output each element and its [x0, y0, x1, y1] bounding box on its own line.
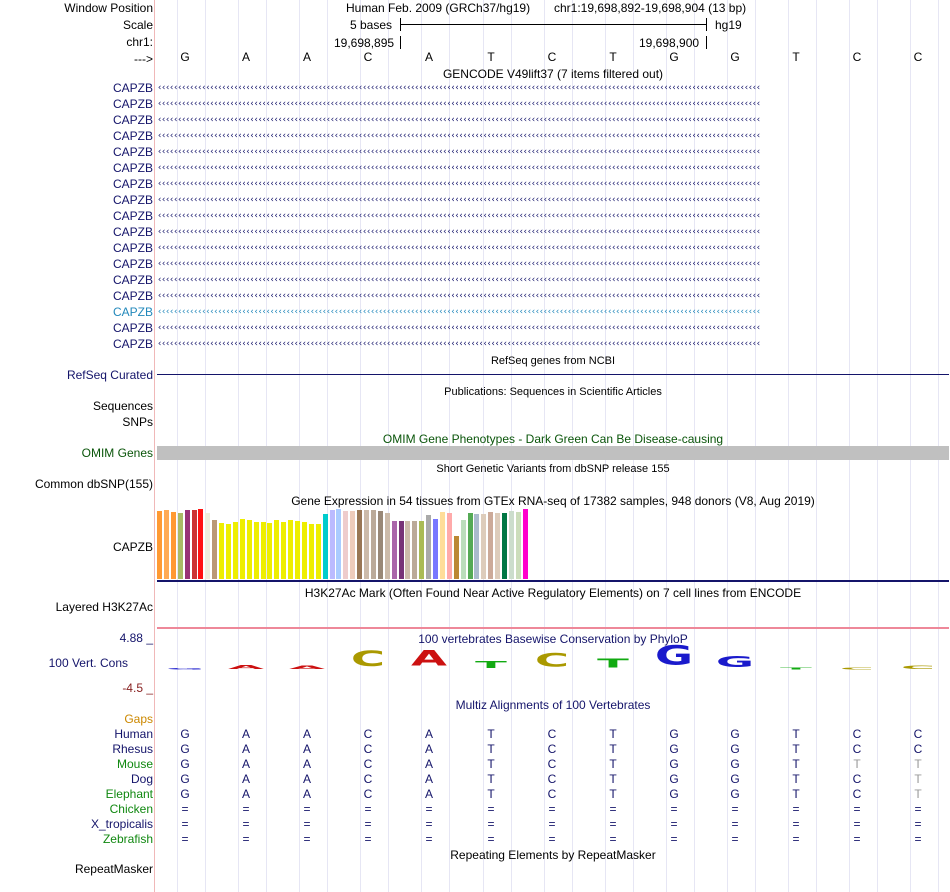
alignment-base[interactable]: =: [792, 802, 800, 816]
gtex-tissue-bar[interactable]: [309, 524, 314, 579]
alignment-base[interactable]: =: [303, 802, 311, 816]
alignment-base[interactable]: G: [180, 787, 190, 801]
gencode-transcript-label[interactable]: CAPZB: [112, 177, 153, 191]
sequence-base: T: [487, 50, 495, 64]
alignment-base[interactable]: A: [424, 742, 433, 756]
gtex-tissue-bar[interactable]: [157, 511, 162, 579]
alignment-base[interactable]: T: [914, 787, 922, 801]
alignment-base[interactable]: C: [852, 772, 862, 786]
gencode-transcript-label[interactable]: CAPZB: [112, 241, 153, 255]
sequence-base: C: [852, 50, 862, 64]
gtex-tissue-bar[interactable]: [405, 521, 410, 579]
sequence-base: A: [302, 50, 311, 64]
refseq-gene-line[interactable]: [157, 374, 949, 375]
gtex-tissue-bar[interactable]: [198, 509, 203, 579]
gencode-transcript-line[interactable]: ‹‹‹‹‹‹‹‹‹‹‹‹‹‹‹‹‹‹‹‹‹‹‹‹‹‹‹‹‹‹‹‹‹‹‹‹‹‹‹‹‹‹‹‹‹‹‹‹‹‹‹‹‹‹‹‹‹‹‹‹‹‹‹‹‹‹‹‹‹‹‹‹‹‹‹‹‹‹‹‹‹‹‹‹‹‹‹‹‹‹‹‹‹‹‹‹‹‹‹‹‹‹‹‹‹‹‹‹‹‹‹‹‹‹‹‹‹‹‹‹‹‹‹‹‹‹‹‹‹‹‹‹‹‹‹‹‹‹‹‹‹‹‹‹‹‹‹‹‹‹: [157, 227, 760, 237]
alignment-base[interactable]: A: [302, 787, 311, 801]
gtex-tissue-bar[interactable]: [281, 522, 286, 579]
gtex-tissue-bar[interactable]: [488, 512, 493, 579]
gtex-label[interactable]: CAPZB: [112, 540, 153, 554]
sequence-base: A: [241, 50, 250, 64]
coord-left: 19,698,895: [334, 36, 395, 50]
gtex-tissue-bar[interactable]: [481, 514, 486, 579]
conservation-label[interactable]: 100 Vert. Cons: [48, 656, 128, 670]
gtex-tissue-bar[interactable]: [302, 522, 307, 579]
sequence-base: T: [792, 50, 800, 64]
alignment-base[interactable]: G: [730, 742, 740, 756]
gencode-transcript-line[interactable]: ‹‹‹‹‹‹‹‹‹‹‹‹‹‹‹‹‹‹‹‹‹‹‹‹‹‹‹‹‹‹‹‹‹‹‹‹‹‹‹‹‹‹‹‹‹‹‹‹‹‹‹‹‹‹‹‹‹‹‹‹‹‹‹‹‹‹‹‹‹‹‹‹‹‹‹‹‹‹‹‹‹‹‹‹‹‹‹‹‹‹‹‹‹‹‹‹‹‹‹‹‹‹‹‹‹‹‹‹‹‹‹‹‹‹‹‹‹‹‹‹‹‹‹‹‹‹‹‹‹‹‹‹‹‹‹‹‹‹‹‹‹‹‹‹‹‹‹‹‹‹: [157, 195, 760, 205]
alignment-base[interactable]: C: [547, 727, 557, 741]
gtex-bar-chart[interactable]: [157, 509, 557, 579]
omim-feature[interactable]: [157, 446, 949, 460]
h3k27ac-track-title[interactable]: H3K27Ac Mark (Often Found Near Active Regulatory Elements) on 7 cell lines from ENCODE: [304, 586, 802, 600]
alignment-base[interactable]: =: [242, 817, 250, 831]
alignment-base[interactable]: T: [792, 757, 800, 771]
alignment-base[interactable]: T: [609, 787, 617, 801]
gtex-tissue-bar[interactable]: [336, 509, 341, 579]
sequence-base: C: [913, 50, 923, 64]
alignment-base[interactable]: T: [609, 772, 617, 786]
conservation-track-title[interactable]: 100 vertebrates Basewise Conservation by PhyloP: [418, 632, 688, 646]
species-label[interactable]: Mouse: [116, 757, 153, 771]
alignment-base[interactable]: =: [914, 802, 922, 816]
gencode-transcript-line[interactable]: ‹‹‹‹‹‹‹‹‹‹‹‹‹‹‹‹‹‹‹‹‹‹‹‹‹‹‹‹‹‹‹‹‹‹‹‹‹‹‹‹‹‹‹‹‹‹‹‹‹‹‹‹‹‹‹‹‹‹‹‹‹‹‹‹‹‹‹‹‹‹‹‹‹‹‹‹‹‹‹‹‹‹‹‹‹‹‹‹‹‹‹‹‹‹‹‹‹‹‹‹‹‹‹‹‹‹‹‹‹‹‹‹‹‹‹‹‹‹‹‹‹‹‹‹‹‹‹‹‹‹‹‹‹‹‹‹‹‹‹‹‹‹‹‹‹‹‹‹‹‹: [157, 99, 760, 109]
gtex-tissue-bar[interactable]: [288, 520, 293, 579]
alignment-base[interactable]: =: [853, 802, 861, 816]
gtex-gene-line[interactable]: [157, 580, 949, 582]
species-label[interactable]: X_tropicalis: [90, 817, 153, 831]
gencode-transcript-label[interactable]: CAPZB: [112, 257, 153, 271]
position-range: chr1:19,698,892-19,698,904 (13 bp): [554, 1, 747, 15]
gencode-transcript-line[interactable]: ‹‹‹‹‹‹‹‹‹‹‹‹‹‹‹‹‹‹‹‹‹‹‹‹‹‹‹‹‹‹‹‹‹‹‹‹‹‹‹‹‹‹‹‹‹‹‹‹‹‹‹‹‹‹‹‹‹‹‹‹‹‹‹‹‹‹‹‹‹‹‹‹‹‹‹‹‹‹‹‹‹‹‹‹‹‹‹‹‹‹‹‹‹‹‹‹‹‹‹‹‹‹‹‹‹‹‹‹‹‹‹‹‹‹‹‹‹‹‹‹‹‹‹‹‹‹‹‹‹‹‹‹‹‹‹‹‹‹‹‹‹‹‹‹‹‹‹‹‹‹: [157, 339, 760, 349]
alignment-base[interactable]: =: [487, 817, 495, 831]
alignment-base[interactable]: =: [853, 832, 861, 846]
gtex-tissue-bar[interactable]: [212, 520, 217, 580]
gencode-transcript-label[interactable]: CAPZB: [112, 129, 153, 143]
multiz-track-title[interactable]: Multiz Alignments of 100 Vertebrates: [455, 698, 651, 712]
refseq-track-title[interactable]: RefSeq genes from NCBI: [490, 355, 616, 367]
gtex-tissue-bar[interactable]: [385, 513, 390, 579]
gencode-transcript-label[interactable]: CAPZB: [112, 321, 153, 335]
alignment-base[interactable]: C: [363, 772, 373, 786]
alignment-base[interactable]: T: [914, 772, 922, 786]
alignment-base[interactable]: T: [487, 757, 495, 771]
sequence-base: G: [669, 50, 679, 64]
gencode-transcript-label[interactable]: CAPZB: [112, 289, 153, 303]
gaps-label[interactable]: Gaps: [124, 712, 153, 726]
alignment-base[interactable]: A: [424, 727, 433, 741]
alignment-base[interactable]: =: [364, 802, 372, 816]
omim-track-title[interactable]: OMIM Gene Phenotypes - Dark Green Can Be Disease-causing: [382, 432, 724, 446]
gtex-tissue-bar[interactable]: [419, 521, 424, 579]
gencode-transcript-line[interactable]: ‹‹‹‹‹‹‹‹‹‹‹‹‹‹‹‹‹‹‹‹‹‹‹‹‹‹‹‹‹‹‹‹‹‹‹‹‹‹‹‹‹‹‹‹‹‹‹‹‹‹‹‹‹‹‹‹‹‹‹‹‹‹‹‹‹‹‹‹‹‹‹‹‹‹‹‹‹‹‹‹‹‹‹‹‹‹‹‹‹‹‹‹‹‹‹‹‹‹‹‹‹‹‹‹‹‹‹‹‹‹‹‹‹‹‹‹‹‹‹‹‹‹‹‹‹‹‹‹‹‹‹‹‹‹‹‹‹‹‹‹‹‹‹‹‹‹‹‹‹‹: [157, 275, 760, 285]
alignment-base[interactable]: A: [241, 787, 250, 801]
alignment-base[interactable]: T: [487, 772, 495, 786]
gencode-transcript-label[interactable]: CAPZB: [112, 81, 153, 95]
gencode-transcript-label[interactable]: CAPZB: [112, 305, 153, 319]
alignment-base[interactable]: =: [242, 832, 250, 846]
gtex-tissue-bar[interactable]: [364, 510, 369, 579]
gencode-transcript-line[interactable]: ‹‹‹‹‹‹‹‹‹‹‹‹‹‹‹‹‹‹‹‹‹‹‹‹‹‹‹‹‹‹‹‹‹‹‹‹‹‹‹‹‹‹‹‹‹‹‹‹‹‹‹‹‹‹‹‹‹‹‹‹‹‹‹‹‹‹‹‹‹‹‹‹‹‹‹‹‹‹‹‹‹‹‹‹‹‹‹‹‹‹‹‹‹‹‹‹‹‹‹‹‹‹‹‹‹‹‹‹‹‹‹‹‹‹‹‹‹‹‹‹‹‹‹‹‹‹‹‹‹‹‹‹‹‹‹‹‹‹‹‹‹‹‹‹‹‹‹‹‹‹: [157, 291, 760, 301]
alignment-base[interactable]: =: [670, 832, 678, 846]
gencode-transcript-label[interactable]: CAPZB: [112, 113, 153, 127]
h3k27ac-signal-line[interactable]: [157, 627, 949, 629]
alignment-base[interactable]: T: [609, 727, 617, 741]
gtex-tissue-bar[interactable]: [474, 514, 479, 579]
sequences-label[interactable]: Sequences: [92, 399, 153, 413]
refseq-label[interactable]: RefSeq Curated: [66, 368, 153, 382]
publications-track-title[interactable]: Publications: Sequences in Scientific Articles: [444, 386, 662, 398]
gtex-tissue-bar[interactable]: [295, 521, 300, 579]
gtex-tissue-bar[interactable]: [502, 513, 507, 579]
alignment-base[interactable]: C: [547, 787, 557, 801]
gtex-tissue-bar[interactable]: [226, 524, 231, 579]
gencode-transcript-line[interactable]: ‹‹‹‹‹‹‹‹‹‹‹‹‹‹‹‹‹‹‹‹‹‹‹‹‹‹‹‹‹‹‹‹‹‹‹‹‹‹‹‹‹‹‹‹‹‹‹‹‹‹‹‹‹‹‹‹‹‹‹‹‹‹‹‹‹‹‹‹‹‹‹‹‹‹‹‹‹‹‹‹‹‹‹‹‹‹‹‹‹‹‹‹‹‹‹‹‹‹‹‹‹‹‹‹‹‹‹‹‹‹‹‹‹‹‹‹‹‹‹‹‹‹‹‹‹‹‹‹‹‹‹‹‹‹‹‹‹‹‹‹‹‹‹‹‹‹‹‹‹‹: [157, 259, 760, 269]
alignment-base[interactable]: =: [425, 817, 433, 831]
alignment-base[interactable]: T: [487, 787, 495, 801]
gencode-transcript-label[interactable]: CAPZB: [112, 225, 153, 239]
gtex-tissue-bar[interactable]: [495, 513, 500, 580]
gencode-transcript-label[interactable]: CAPZB: [112, 273, 153, 287]
alignment-base[interactable]: =: [487, 832, 495, 846]
gencode-transcript-line[interactable]: ‹‹‹‹‹‹‹‹‹‹‹‹‹‹‹‹‹‹‹‹‹‹‹‹‹‹‹‹‹‹‹‹‹‹‹‹‹‹‹‹‹‹‹‹‹‹‹‹‹‹‹‹‹‹‹‹‹‹‹‹‹‹‹‹‹‹‹‹‹‹‹‹‹‹‹‹‹‹‹‹‹‹‹‹‹‹‹‹‹‹‹‹‹‹‹‹‹‹‹‹‹‹‹‹‹‹‹‹‹‹‹‹‹‹‹‹‹‹‹‹‹‹‹‹‹‹‹‹‹‹‹‹‹‹‹‹‹‹‹‹‹‹‹‹‹‹‹‹‹‹: [157, 163, 760, 173]
alignment-base[interactable]: C: [363, 727, 373, 741]
gencode-transcript-line[interactable]: ‹‹‹‹‹‹‹‹‹‹‹‹‹‹‹‹‹‹‹‹‹‹‹‹‹‹‹‹‹‹‹‹‹‹‹‹‹‹‹‹‹‹‹‹‹‹‹‹‹‹‹‹‹‹‹‹‹‹‹‹‹‹‹‹‹‹‹‹‹‹‹‹‹‹‹‹‹‹‹‹‹‹‹‹‹‹‹‹‹‹‹‹‹‹‹‹‹‹‹‹‹‹‹‹‹‹‹‹‹‹‹‹‹‹‹‹‹‹‹‹‹‹‹‹‹‹‹‹‹‹‹‹‹‹‹‹‹‹‹‹‹‹‹‹‹‹‹‹‹‹: [157, 179, 760, 189]
gencode-transcript-line[interactable]: ‹‹‹‹‹‹‹‹‹‹‹‹‹‹‹‹‹‹‹‹‹‹‹‹‹‹‹‹‹‹‹‹‹‹‹‹‹‹‹‹‹‹‹‹‹‹‹‹‹‹‹‹‹‹‹‹‹‹‹‹‹‹‹‹‹‹‹‹‹‹‹‹‹‹‹‹‹‹‹‹‹‹‹‹‹‹‹‹‹‹‹‹‹‹‹‹‹‹‹‹‹‹‹‹‹‹‹‹‹‹‹‹‹‹‹‹‹‹‹‹‹‹‹‹‹‹‹‹‹‹‹‹‹‹‹‹‹‹‹‹‹‹‹‹‹‹‹‹‹‹: [157, 147, 760, 157]
conservation-logo-letter[interactable]: T: [475, 659, 507, 671]
gencode-transcript-line[interactable]: ‹‹‹‹‹‹‹‹‹‹‹‹‹‹‹‹‹‹‹‹‹‹‹‹‹‹‹‹‹‹‹‹‹‹‹‹‹‹‹‹‹‹‹‹‹‹‹‹‹‹‹‹‹‹‹‹‹‹‹‹‹‹‹‹‹‹‹‹‹‹‹‹‹‹‹‹‹‹‹‹‹‹‹‹‹‹‹‹‹‹‹‹‹‹‹‹‹‹‹‹‹‹‹‹‹‹‹‹‹‹‹‹‹‹‹‹‹‹‹‹‹‹‹‹‹‹‹‹‹‹‹‹‹‹‹‹‹‹‹‹‹‹‹‹‹‹‹‹‹‹: [157, 243, 760, 253]
alignment-base[interactable]: T: [792, 742, 800, 756]
alignment-base[interactable]: =: [364, 817, 372, 831]
strand-label: --->: [134, 52, 153, 66]
gtex-tissue-bar[interactable]: [233, 522, 238, 579]
gtex-tissue-bar[interactable]: [523, 509, 528, 579]
alignment-base[interactable]: C: [547, 742, 557, 756]
conservation-logo-letter[interactable]: A: [289, 665, 325, 671]
alignment-base[interactable]: T: [609, 757, 617, 771]
conservation-logo-letter[interactable]: C: [350, 646, 386, 672]
gtex-tissue-bar[interactable]: [440, 512, 445, 579]
gtex-tissue-bar[interactable]: [171, 512, 176, 579]
alignment-base[interactable]: =: [487, 802, 495, 816]
alignment-base[interactable]: A: [241, 742, 250, 756]
alignment-base[interactable]: =: [731, 802, 739, 816]
h3k27ac-label[interactable]: Layered H3K27Ac: [55, 600, 153, 614]
alignment-base[interactable]: T: [487, 727, 495, 741]
repeatmasker-track-title[interactable]: Repeating Elements by RepeatMasker: [450, 848, 656, 862]
conservation-ymin: -4.5 _: [122, 681, 153, 695]
species-label[interactable]: Chicken: [109, 802, 153, 816]
alignment-base[interactable]: =: [914, 832, 922, 846]
gencode-transcript-line[interactable]: ‹‹‹‹‹‹‹‹‹‹‹‹‹‹‹‹‹‹‹‹‹‹‹‹‹‹‹‹‹‹‹‹‹‹‹‹‹‹‹‹‹‹‹‹‹‹‹‹‹‹‹‹‹‹‹‹‹‹‹‹‹‹‹‹‹‹‹‹‹‹‹‹‹‹‹‹‹‹‹‹‹‹‹‹‹‹‹‹‹‹‹‹‹‹‹‹‹‹‹‹‹‹‹‹‹‹‹‹‹‹‹‹‹‹‹‹‹‹‹‹‹‹‹‹‹‹‹‹‹‹‹‹‹‹‹‹‹‹‹‹‹‹‹‹‹‹‹‹‹‹: [157, 115, 760, 125]
alignment-base[interactable]: =: [181, 832, 189, 846]
alignment-base[interactable]: G: [180, 742, 190, 756]
repeatmasker-label[interactable]: RepeatMasker: [74, 862, 153, 876]
gtex-tissue-bar[interactable]: [516, 512, 521, 579]
gtex-tissue-bar[interactable]: [316, 524, 321, 579]
gtex-tissue-bar[interactable]: [392, 521, 397, 579]
gencode-transcript-label[interactable]: CAPZB: [112, 97, 153, 111]
alignment-base[interactable]: A: [302, 727, 311, 741]
gtex-tissue-bar[interactable]: [350, 511, 355, 579]
alignment-base[interactable]: =: [670, 802, 678, 816]
gencode-transcript-label[interactable]: CAPZB: [112, 145, 153, 159]
alignment-base[interactable]: =: [364, 832, 372, 846]
alignment-base[interactable]: C: [363, 742, 373, 756]
alignment-base[interactable]: =: [731, 817, 739, 831]
alignment-base[interactable]: T: [792, 727, 800, 741]
alignment-base[interactable]: T: [487, 742, 495, 756]
alignment-base[interactable]: =: [609, 832, 617, 846]
alignment-base[interactable]: A: [302, 757, 311, 771]
alignment-base[interactable]: G: [180, 772, 190, 786]
conservation-ymax: 4.88 _: [119, 631, 153, 645]
scale-label: Scale: [122, 18, 153, 32]
gencode-transcript-label[interactable]: CAPZB: [112, 209, 153, 223]
alignment-base[interactable]: C: [363, 787, 373, 801]
alignment-base[interactable]: G: [730, 787, 740, 801]
sequence-base: G: [730, 50, 740, 64]
gtex-tissue-bar[interactable]: [261, 522, 266, 579]
alignment-base[interactable]: G: [730, 727, 740, 741]
gtex-tissue-bar[interactable]: [205, 513, 210, 579]
alignment-base[interactable]: =: [548, 817, 556, 831]
alignment-base[interactable]: =: [303, 832, 311, 846]
alignment-base[interactable]: A: [302, 772, 311, 786]
alignment-base[interactable]: G: [180, 727, 190, 741]
gtex-tissue-bar[interactable]: [461, 520, 466, 579]
conservation-logo-letter[interactable]: C: [900, 665, 936, 671]
alignment-base[interactable]: C: [547, 757, 557, 771]
gtex-tissue-bar[interactable]: [509, 511, 514, 579]
dbsnp-label[interactable]: Common dbSNP(155): [34, 477, 153, 491]
snps-label[interactable]: SNPs: [122, 415, 153, 429]
chrom-label: chr1:: [126, 35, 153, 49]
alignment-base[interactable]: =: [731, 832, 739, 846]
alignment-base[interactable]: G: [669, 757, 679, 771]
alignment-base[interactable]: A: [424, 772, 433, 786]
gtex-tissue-bar[interactable]: [274, 520, 279, 579]
db-name: hg19: [715, 18, 742, 32]
coord-tick-left: [400, 36, 401, 49]
sequence-base: C: [363, 50, 373, 64]
alignment-base[interactable]: =: [548, 802, 556, 816]
alignment-base[interactable]: T: [853, 757, 861, 771]
species-label[interactable]: Elephant: [105, 787, 153, 801]
conservation-logo-letter[interactable]: G: [654, 640, 694, 672]
sequence-base: T: [609, 50, 617, 64]
gtex-tissue-bar[interactable]: [323, 514, 328, 579]
coord-tick-right: [706, 36, 707, 49]
gencode-transcript-line[interactable]: ‹‹‹‹‹‹‹‹‹‹‹‹‹‹‹‹‹‹‹‹‹‹‹‹‹‹‹‹‹‹‹‹‹‹‹‹‹‹‹‹‹‹‹‹‹‹‹‹‹‹‹‹‹‹‹‹‹‹‹‹‹‹‹‹‹‹‹‹‹‹‹‹‹‹‹‹‹‹‹‹‹‹‹‹‹‹‹‹‹‹‹‹‹‹‹‹‹‹‹‹‹‹‹‹‹‹‹‹‹‹‹‹‹‹‹‹‹‹‹‹‹‹‹‹‹‹‹‹‹‹‹‹‹‹‹‹‹‹‹‹‹‹‹‹‹‹‹‹‹‹: [157, 211, 760, 221]
alignment-base[interactable]: T: [792, 787, 800, 801]
alignment-base[interactable]: =: [303, 817, 311, 831]
alignment-base[interactable]: T: [792, 772, 800, 786]
alignment-base[interactable]: G: [669, 742, 679, 756]
assembly-name: Human Feb. 2009 (GRCh37/hg19): [346, 1, 531, 15]
alignment-base[interactable]: G: [730, 772, 740, 786]
alignment-base[interactable]: T: [914, 757, 922, 771]
alignment-base[interactable]: =: [609, 802, 617, 816]
alignment-base[interactable]: G: [669, 772, 679, 786]
alignment-base[interactable]: C: [852, 742, 862, 756]
alignment-base[interactable]: =: [792, 817, 800, 831]
alignment-base[interactable]: A: [241, 757, 250, 771]
gtex-tissue-bar[interactable]: [164, 510, 169, 579]
alignment-base[interactable]: A: [424, 757, 433, 771]
alignment-base[interactable]: T: [609, 742, 617, 756]
gencode-transcript-label[interactable]: CAPZB: [112, 193, 153, 207]
alignment-base[interactable]: =: [181, 802, 189, 816]
alignment-base[interactable]: G: [730, 757, 740, 771]
alignment-base[interactable]: A: [241, 727, 250, 741]
gtex-tissue-bar[interactable]: [447, 513, 452, 579]
gtex-tissue-bar[interactable]: [247, 520, 252, 580]
gtex-tissue-bar[interactable]: [412, 521, 417, 579]
conservation-logo-letter[interactable]: G: [715, 653, 755, 671]
alignment-base[interactable]: =: [242, 802, 250, 816]
gtex-tissue-bar[interactable]: [267, 523, 272, 579]
gencode-transcript-line[interactable]: ‹‹‹‹‹‹‹‹‹‹‹‹‹‹‹‹‹‹‹‹‹‹‹‹‹‹‹‹‹‹‹‹‹‹‹‹‹‹‹‹‹‹‹‹‹‹‹‹‹‹‹‹‹‹‹‹‹‹‹‹‹‹‹‹‹‹‹‹‹‹‹‹‹‹‹‹‹‹‹‹‹‹‹‹‹‹‹‹‹‹‹‹‹‹‹‹‹‹‹‹‹‹‹‹‹‹‹‹‹‹‹‹‹‹‹‹‹‹‹‹‹‹‹‹‹‹‹‹‹‹‹‹‹‹‹‹‹‹‹‹‹‹‹‹‹‹‹‹‹‹: [157, 323, 760, 333]
gtex-tissue-bar[interactable]: [330, 510, 335, 579]
alignment-base[interactable]: =: [425, 802, 433, 816]
gtex-tissue-bar[interactable]: [178, 513, 183, 580]
gencode-transcript-label[interactable]: CAPZB: [112, 161, 153, 175]
scale-bar: [400, 24, 707, 25]
alignment-base[interactable]: C: [852, 727, 862, 741]
alignment-base[interactable]: =: [670, 817, 678, 831]
gencode-track-title[interactable]: GENCODE V49lift37 (7 items filtered out): [442, 67, 664, 81]
scale-bar-tick-right: [706, 18, 707, 31]
coord-right: 19,698,900: [639, 36, 700, 50]
gtex-tissue-bar[interactable]: [454, 536, 459, 579]
gtex-tissue-bar[interactable]: [378, 511, 383, 579]
alignment-base[interactable]: A: [241, 772, 250, 786]
alignment-base[interactable]: =: [425, 832, 433, 846]
alignment-base[interactable]: C: [852, 787, 862, 801]
alignment-base[interactable]: C: [913, 742, 923, 756]
gencode-transcript-line[interactable]: ‹‹‹‹‹‹‹‹‹‹‹‹‹‹‹‹‹‹‹‹‹‹‹‹‹‹‹‹‹‹‹‹‹‹‹‹‹‹‹‹‹‹‹‹‹‹‹‹‹‹‹‹‹‹‹‹‹‹‹‹‹‹‹‹‹‹‹‹‹‹‹‹‹‹‹‹‹‹‹‹‹‹‹‹‹‹‹‹‹‹‹‹‹‹‹‹‹‹‹‹‹‹‹‹‹‹‹‹‹‹‹‹‹‹‹‹‹‹‹‹‹‹‹‹‹‹‹‹‹‹‹‹‹‹‹‹‹‹‹‹‹‹‹‹‹‹‹‹‹‹: [157, 83, 760, 93]
conservation-logo-letter[interactable]: T: [597, 656, 629, 671]
alignment-base[interactable]: G: [669, 727, 679, 741]
conservation-logo-letter[interactable]: C: [534, 649, 570, 672]
gtex-tissue-bar[interactable]: [371, 510, 376, 579]
gtex-tissue-bar[interactable]: [254, 522, 259, 579]
conservation-logo-letter[interactable]: C: [839, 666, 875, 671]
gtex-tissue-bar[interactable]: [192, 510, 197, 579]
alignment-base[interactable]: C: [913, 727, 923, 741]
label-separator: [154, 0, 155, 892]
sequence-base: C: [547, 50, 557, 64]
alignment-base[interactable]: G: [180, 757, 190, 771]
gencode-transcript-line[interactable]: ‹‹‹‹‹‹‹‹‹‹‹‹‹‹‹‹‹‹‹‹‹‹‹‹‹‹‹‹‹‹‹‹‹‹‹‹‹‹‹‹‹‹‹‹‹‹‹‹‹‹‹‹‹‹‹‹‹‹‹‹‹‹‹‹‹‹‹‹‹‹‹‹‹‹‹‹‹‹‹‹‹‹‹‹‹‹‹‹‹‹‹‹‹‹‹‹‹‹‹‹‹‹‹‹‹‹‹‹‹‹‹‹‹‹‹‹‹‹‹‹‹‹‹‹‹‹‹‹‹‹‹‹‹‹‹‹‹‹‹‹‹‹‹‹‹‹‹‹‹‹: [157, 307, 760, 317]
alignment-base[interactable]: C: [547, 772, 557, 786]
gtex-track-title[interactable]: Gene Expression in 54 tissues from GTEx RNA-seq of 17382 samples, 948 donors (V8, Aug 2019): [291, 494, 815, 508]
gtex-tissue-bar[interactable]: [433, 519, 438, 579]
dbsnp-track-title[interactable]: Short Genetic Variants from dbSNP release 155: [436, 463, 670, 475]
species-label[interactable]: Human: [114, 727, 153, 741]
alignment-base[interactable]: G: [669, 787, 679, 801]
gtex-tissue-bar[interactable]: [468, 513, 473, 580]
alignment-base[interactable]: C: [363, 757, 373, 771]
conservation-logo[interactable]: [157, 640, 949, 670]
conservation-logo-letter[interactable]: T: [780, 667, 812, 671]
alignment-base[interactable]: =: [792, 832, 800, 846]
scale-bar-tick-left: [400, 18, 401, 31]
alignment-base[interactable]: =: [181, 817, 189, 831]
alignment-base[interactable]: A: [302, 742, 311, 756]
alignment-base[interactable]: =: [609, 817, 617, 831]
omim-label[interactable]: OMIM Genes: [81, 446, 153, 460]
conservation-logo-letter[interactable]: A: [411, 646, 447, 672]
window-position-label: Window Position: [64, 1, 153, 15]
conservation-logo-letter[interactable]: G: [165, 668, 205, 671]
gtex-tissue-bar[interactable]: [343, 511, 348, 579]
alignment-base[interactable]: =: [853, 817, 861, 831]
alignment-base[interactable]: =: [548, 832, 556, 846]
gencode-transcript-label[interactable]: CAPZB: [112, 337, 153, 351]
gtex-tissue-bar[interactable]: [240, 519, 245, 579]
conservation-logo-letter[interactable]: A: [228, 664, 264, 671]
gtex-tissue-bar[interactable]: [399, 521, 404, 579]
gtex-tissue-bar[interactable]: [426, 515, 431, 579]
species-label[interactable]: Dog: [130, 772, 153, 786]
gencode-transcript-line[interactable]: ‹‹‹‹‹‹‹‹‹‹‹‹‹‹‹‹‹‹‹‹‹‹‹‹‹‹‹‹‹‹‹‹‹‹‹‹‹‹‹‹‹‹‹‹‹‹‹‹‹‹‹‹‹‹‹‹‹‹‹‹‹‹‹‹‹‹‹‹‹‹‹‹‹‹‹‹‹‹‹‹‹‹‹‹‹‹‹‹‹‹‹‹‹‹‹‹‹‹‹‹‹‹‹‹‹‹‹‹‹‹‹‹‹‹‹‹‹‹‹‹‹‹‹‹‹‹‹‹‹‹‹‹‹‹‹‹‹‹‹‹‹‹‹‹‹‹‹‹‹‹: [157, 131, 760, 141]
species-label[interactable]: Zebrafish: [102, 832, 153, 846]
scale-text: 5 bases: [350, 18, 393, 32]
gtex-tissue-bar[interactable]: [185, 510, 190, 579]
sequence-base: G: [180, 50, 190, 64]
alignment-base[interactable]: =: [914, 817, 922, 831]
gtex-tissue-bar[interactable]: [219, 523, 224, 579]
species-label[interactable]: Rhesus: [112, 742, 153, 756]
gtex-tissue-bar[interactable]: [357, 510, 362, 579]
alignment-base[interactable]: A: [424, 787, 433, 801]
sequence-base: A: [424, 50, 433, 64]
